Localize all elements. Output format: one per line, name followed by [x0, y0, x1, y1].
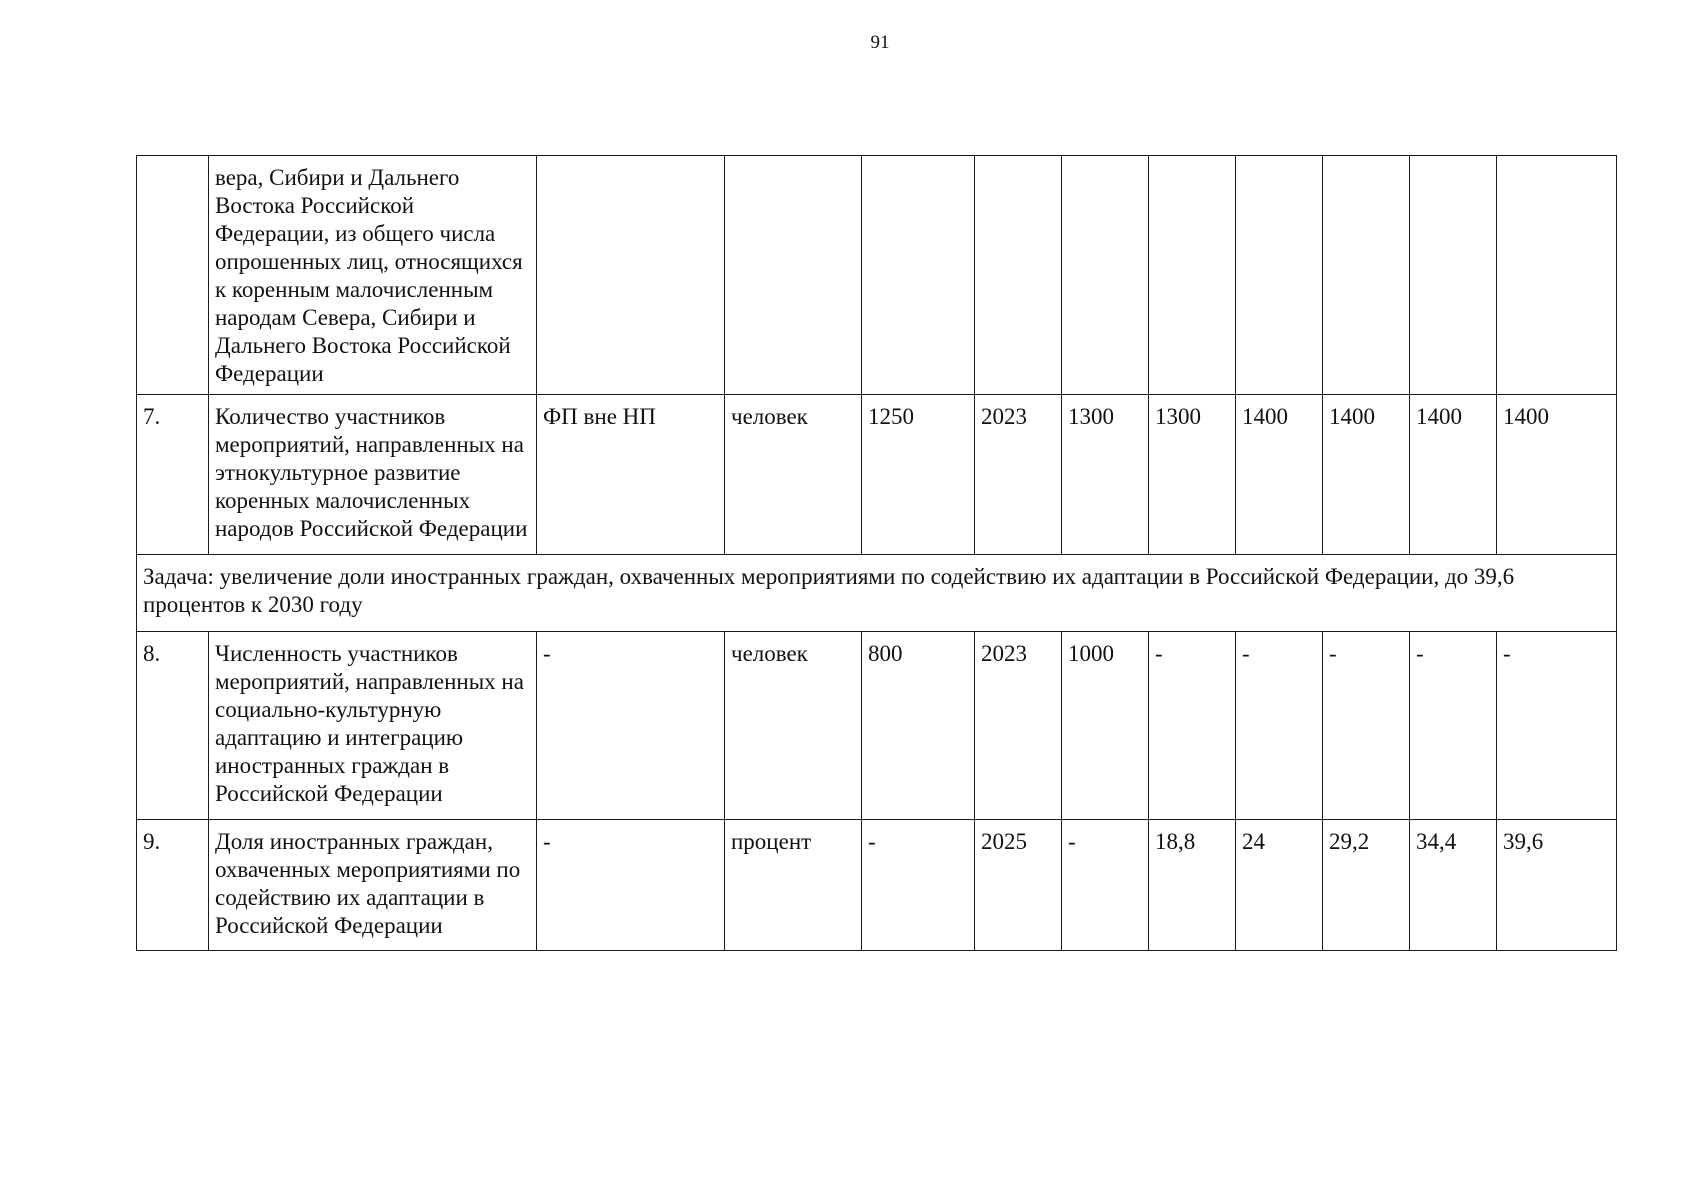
- unit-cell: человек: [725, 632, 862, 820]
- value-cell: [1323, 156, 1410, 395]
- base-year-cell: [975, 156, 1062, 395]
- task-row: [137, 555, 1617, 632]
- value-cell: 1000: [1062, 632, 1149, 820]
- row-number-cell: 9.: [137, 820, 209, 951]
- base-value-cell: -: [862, 820, 975, 951]
- task-text: Задача: увеличение доли иностранных граждан, охваченных мероприятиями по содействию их адаптации в Российской Федерации, до 39,6 процентов к 2030 году: [137, 555, 1617, 632]
- table-row: [137, 632, 1617, 820]
- base-value-cell: [862, 156, 975, 395]
- value-cell: 1400: [1497, 395, 1617, 555]
- source-cell: [537, 156, 725, 395]
- value-cell: [1497, 156, 1617, 395]
- base-year-cell: 2025: [975, 820, 1062, 951]
- value-cell: 34,4: [1410, 820, 1497, 951]
- row-number-cell: 7.: [137, 395, 209, 555]
- value-cell: 1300: [1149, 395, 1236, 555]
- unit-cell: [725, 156, 862, 395]
- base-value-cell: 1250: [862, 395, 975, 555]
- value-cell: -: [1236, 632, 1323, 820]
- source-cell: -: [537, 632, 725, 820]
- table-row: [137, 156, 1617, 395]
- value-cell: -: [1323, 632, 1410, 820]
- indicator-name-cell: Доля иностранных граждан, охваченных мероприятиями по содействию их адаптации в Российской Федерации: [209, 820, 537, 951]
- value-cell: -: [1149, 632, 1236, 820]
- row-number-cell: 8.: [137, 632, 209, 820]
- table-row: [137, 820, 1617, 951]
- unit-cell: процент: [725, 820, 862, 951]
- base-year-cell: 2023: [975, 395, 1062, 555]
- value-cell: 29,2: [1323, 820, 1410, 951]
- value-cell: [1062, 156, 1149, 395]
- value-cell: 24: [1236, 820, 1323, 951]
- table-row: [137, 395, 1617, 555]
- value-cell: [1149, 156, 1236, 395]
- base-value-cell: 800: [862, 632, 975, 820]
- row-number-cell: [137, 156, 209, 395]
- value-cell: [1410, 156, 1497, 395]
- value-cell: 18,8: [1149, 820, 1236, 951]
- source-cell: ФП вне НП: [537, 395, 725, 555]
- page-number: 91: [870, 32, 890, 53]
- indicator-name-cell: вера, Сибири и Дальнего Востока Российской Федерации, из общего числа опрошенных лиц, относящихся к коренным малочисленным народам Севера, Сибири и Дальнего Востока Российской Федерации: [209, 156, 537, 395]
- value-cell: [1236, 156, 1323, 395]
- value-cell: -: [1410, 632, 1497, 820]
- value-cell: 39,6: [1497, 820, 1617, 951]
- indicator-name-cell: Численность участников мероприятий, направленных на социально-культурную адаптацию и интеграцию иностранных граждан в Российской Федерации: [209, 632, 537, 820]
- value-cell: -: [1062, 820, 1149, 951]
- indicator-name-cell: Количество участников мероприятий, направленных на этнокультурное развитие коренных малочисленных народов Российской Федерации: [209, 395, 537, 555]
- value-cell: 1300: [1062, 395, 1149, 555]
- value-cell: 1400: [1323, 395, 1410, 555]
- base-year-cell: 2023: [975, 632, 1062, 820]
- source-cell: -: [537, 820, 725, 951]
- value-cell: 1400: [1410, 395, 1497, 555]
- indicators-table: [136, 155, 1617, 951]
- unit-cell: человек: [725, 395, 862, 555]
- value-cell: -: [1497, 632, 1617, 820]
- value-cell: 1400: [1236, 395, 1323, 555]
